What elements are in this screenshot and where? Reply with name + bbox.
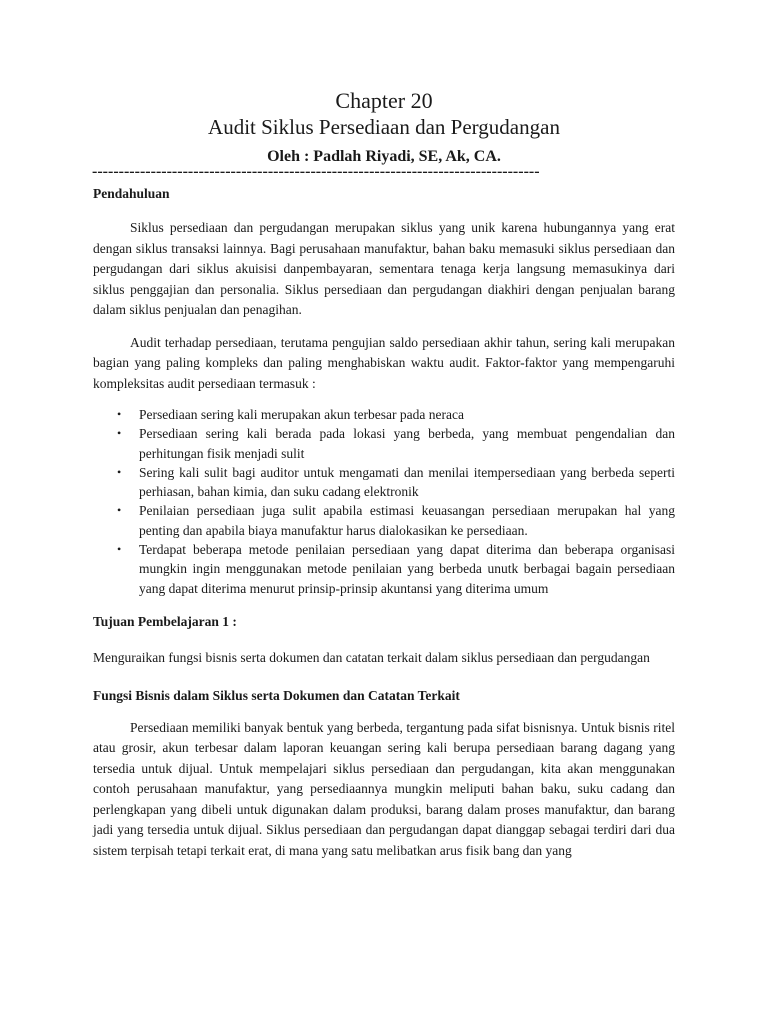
list-item [93, 424, 675, 463]
list-item [93, 405, 675, 424]
intro-paragraph-2: Audit terhadap persediaan, terutama pengujian saldo persediaan akhir tahun, sering kali merupakan bagian yang paling kompleks dan paling menghabiskan waktu audit. Faktor-faktor yang mempengaruhi kompleksitas audit persediaan termasuk : [93, 334, 675, 391]
bullet-icon: • [117, 503, 122, 518]
dashed-divider: ------------------------------------------------------------------------------------ [92, 163, 540, 180]
document-header [0, 88, 768, 168]
chapter-title: Audit Siklus Persediaan dan Pergudangan [208, 115, 560, 139]
list-item [93, 463, 675, 502]
objective-text: Menguraikan fungsi bisnis serta dokumen dan catatan terkait dalam siklus persediaan dan pergudangan [93, 649, 650, 665]
document-body [93, 184, 675, 861]
list-item-text: Penilaian persediaan juga sulit apabila estimasi keuasangan persediaan merupakan hal yang penting dan apabila biaya manufaktur harus dialokasikan ke persediaan. [139, 503, 675, 538]
list-item-text: Persediaan sering kali berada pada lokasi yang berbeda, yang membuat pengendalian dan perhitungan fisik menjadi sulit [139, 426, 675, 461]
bullet-icon: • [117, 464, 122, 479]
author-line: Oleh : Padlah Riyadi, SE, Ak, CA. [267, 148, 501, 165]
intro-paragraph-1: Siklus persediaan dan pergudangan merupakan siklus yang unik karena hubungannya yang erat dengan siklus transaksi lainnya. Bagi perusahaan manufaktur, bahan baku memasuki siklus persediaan dan pergudangan dari siklus akuisisi danpembayaran, sementara tenaga kerja langsung memasukinya dari siklus penggajian dan personalia. Siklus persediaan dan pergudangan diakhiri dengan penjualan barang dalam siklus penjualan dan penagihan. [93, 220, 675, 317]
list-item-text: Terdapat beberapa metode penilaian persediaan yang dapat diterima dan beberapa organisasi mungkin ingin menggunakan metode penilaian yang berbeda unutk berbagai bagain persediaan yang dapat diterima menurut prinsip-prinsip akuntansi yang diterima umum [139, 542, 675, 596]
section-heading-objective: Tujuan Pembelajaran 1 : [93, 613, 237, 629]
list-item [93, 540, 675, 598]
chapter-number: Chapter 20 [335, 88, 433, 113]
list-item-text: Sering kali sulit bagi auditor untuk mengamati dan menilai itempersediaan yang berbeda seperti perhiasan, bahan kimia, dan suku cadang elektronik [139, 464, 675, 500]
bullet-icon: • [117, 407, 122, 421]
complexity-factors-list [93, 405, 675, 598]
functions-paragraph-1: Persediaan memiliki banyak bentuk yang berbeda, tergantung pada sifat bisnisnya. Untuk bisnis ritel atau grosir, akun terbesar dalam laporan keuangan sering kali berupa persediaan barang dagang yang tersedia untuk dijual. Untuk mempelajari siklus persediaan dan pergudangan, kita akan menggunakan contoh perusahaan manufaktur, yang persediaannya mungkin meliputi bahan baku, suku cadang dan perlengkapan yang dibeli untuk digunakan dalam produksi, barang dalam proses manufaktur, dan barang jadi yang tersedia untuk dijual. Siklus persediaan dan pergudangan dapat dianggap sebagai terdiri dari dua sistem terpisah tetapi terkait erat, di mana yang satu melibatkan arus fisik bang dan yang [93, 719, 675, 858]
section-heading-functions: Fungsi Bisnis dalam Siklus serta Dokumen dan Catatan Terkait [93, 687, 460, 703]
list-item [93, 501, 675, 540]
section-heading-intro: Pendahuluan [93, 186, 170, 201]
list-item-text: Persediaan sering kali merupakan akun terbesar pada neraca [139, 407, 464, 422]
bullet-icon: • [117, 426, 122, 441]
bullet-icon: • [117, 542, 122, 557]
